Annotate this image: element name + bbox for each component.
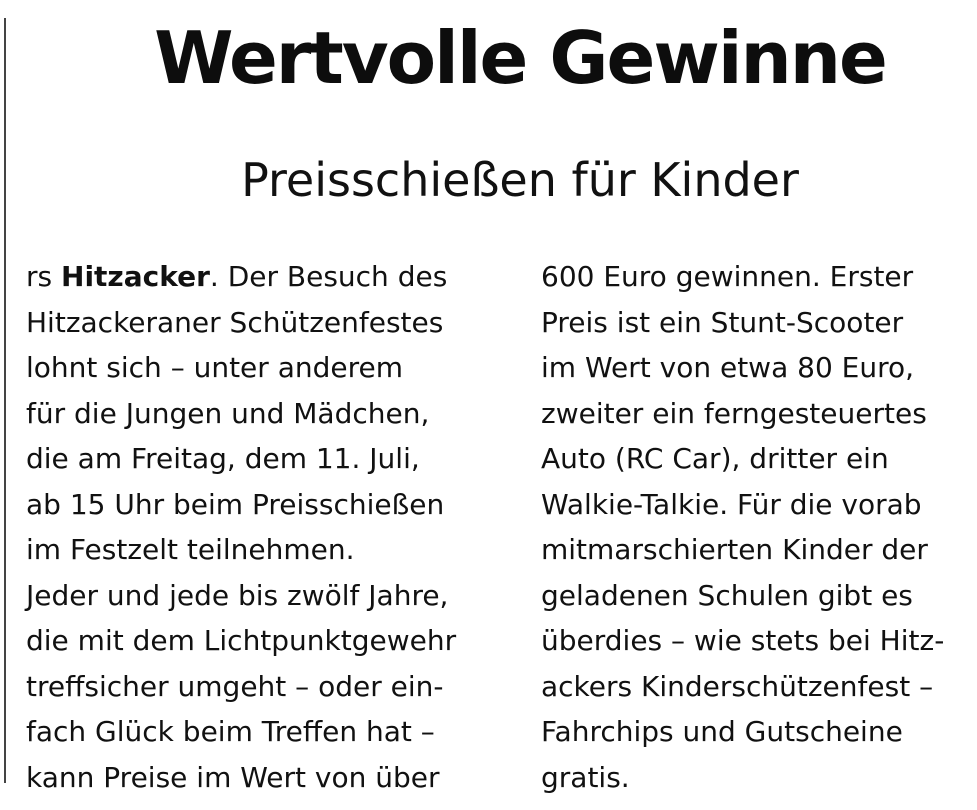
text-line: geladenen Schulen gibt es: [541, 578, 913, 612]
text-line: 600 Euro gewinnen. Erster: [541, 260, 914, 293]
text-line: für die Jungen und Mädchen,: [26, 396, 430, 430]
text-line: die am Freitag, dem 11. Juli,: [26, 442, 420, 475]
text-line: im Festzelt teilnehmen.: [26, 533, 355, 566]
text-line: Jeder und jede bis zwölf Jahre,: [26, 578, 449, 612]
dateline-place: Hitzacker: [61, 260, 210, 293]
article-column-left: [26, 254, 526, 800]
text-line: Walkie-Talkie. Für die vorab: [541, 487, 922, 521]
text-line: mitmarschierten Kinder der: [541, 533, 928, 566]
text-line: treffsicher umgeht – oder ein-: [26, 669, 444, 703]
text-line: Preis ist ein Stunt-Scooter: [541, 305, 904, 339]
headline: Wertvolle Gewinne: [154, 16, 886, 100]
text-line: die mit dem Lichtpunktgewehr: [26, 624, 457, 657]
text-line: kann Preise im Wert von über: [26, 760, 440, 794]
text-line: überdies – wie stets bei Hitz-: [541, 624, 945, 657]
column-rule: [4, 18, 6, 783]
dateline-text: . Der Besuch des: [209, 260, 448, 293]
text-line: Fahrchips und Gutscheine: [541, 715, 903, 748]
text-line: gratis.: [541, 760, 630, 794]
author-initials: rs: [26, 260, 53, 293]
text-line: ab 15 Uhr beim Preisschießen: [26, 487, 445, 521]
text-line: ackers Kinderschützenfest –: [541, 669, 934, 703]
dateline: [26, 254, 526, 300]
text-line: lohnt sich – unter anderem: [26, 351, 404, 384]
text-line: Hitzackeraner Schützenfestes: [26, 305, 444, 339]
text-line: zweiter ein ferngesteuertes: [541, 396, 927, 430]
text-line: Auto (RC Car), dritter ein: [541, 442, 889, 475]
text-line: im Wert von etwa 80 Euro,: [541, 351, 915, 384]
article-column-right: [541, 254, 971, 800]
subheadline: Preisschießen für Kinder: [241, 153, 799, 207]
text-line: fach Glück beim Treffen hat –: [26, 715, 435, 748]
